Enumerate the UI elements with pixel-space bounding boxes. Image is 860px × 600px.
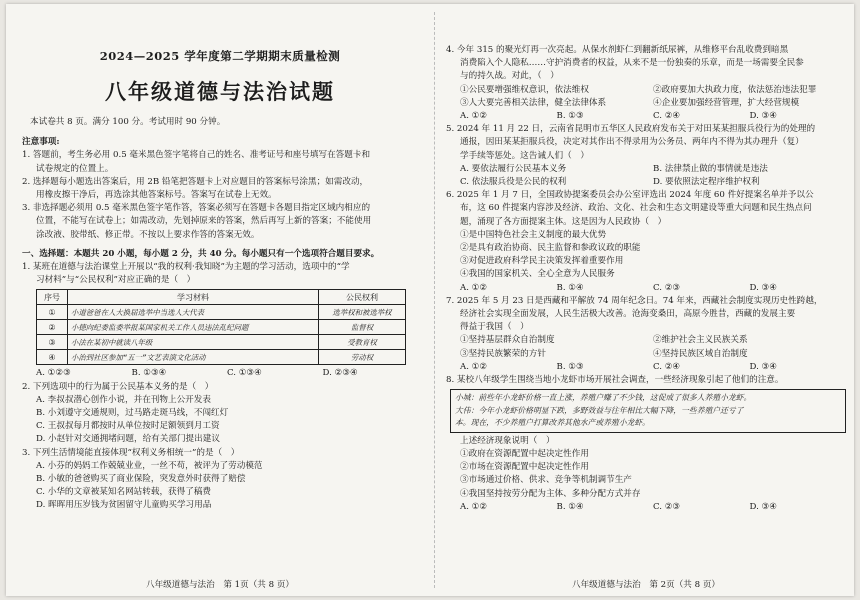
question-1-stem: 1. 某班在道德与法治课堂上开展以“我的权利·我知晓”为主题的学习活动，选项中的“学 <box>22 262 350 273</box>
section-heading: 一、选择题：本题共 20 小题，每小题 2 分，共 40 分。每小题只有一个选项符合题目要求。 <box>22 248 380 259</box>
option: D. ③④ <box>749 361 777 372</box>
notice-line: 2. 选择题每小题选出答案后，用 2B 铅笔把答题卡上对应题目的答案标号涂黑；如需改动， <box>22 176 369 187</box>
option: B. ①④ <box>556 501 584 512</box>
table-cell: 小治到社区参加“五一”文艺表演文化活动 <box>68 350 319 365</box>
notice-line: 3. 非选择题必须用 0.5 毫米黑色签字笔作答，答案必须写在答题卡各题目指定区域内相应的 <box>22 203 371 214</box>
option: B. 法律禁止做的事情就是违法 <box>653 163 768 174</box>
option: D. 晖晖用压岁钱为贫困留守儿童购买学习用品 <box>36 500 212 511</box>
option: C. 依法服兵役是公民的权利 <box>460 177 567 188</box>
table-cell: 受教育权 <box>319 335 406 350</box>
subject-title: 八年级道德与法治试题 <box>105 79 335 104</box>
page-footer: 八年级道德与法治 第 1页（共 8 页） <box>145 580 295 590</box>
question-6-stem: 题，涌现了各方面提案主体。这是因为人民政协（ ） <box>460 216 667 227</box>
statement: ④企业要加强经营管理，扩大经营规模 <box>653 97 800 108</box>
option: D. ③④ <box>749 282 777 293</box>
question-4-stem: 4. 今年 315 的聚光灯再一次亮起。从保水剂虾仁到翻新纸尿裤，从维修平台乱收费到暗黑 <box>446 45 789 55</box>
survey-box <box>450 389 846 433</box>
notice-line: 1. 答题前，考生务必用 0.5 毫米黑色签字笔将自己的姓名、准考证号和座号填写在答题卡和 <box>22 150 371 161</box>
option: B. 小刘遵守交通规则，过马路走斑马线，不闯红灯 <box>36 408 229 419</box>
question-7-stem: 经济社会实现全面发展，人民生活极大改善。沧海变桑田，高原今胜昔，西藏的发展主要 <box>460 309 796 320</box>
option: A. ①② <box>460 111 488 122</box>
question-2-stem: 2. 下列选项中的行为属于公民基本义务的是（ ） <box>22 381 214 392</box>
option: A. 要依法履行公民基本义务 <box>460 163 567 174</box>
table-cell: ② <box>37 320 68 335</box>
option: B. ①③④ <box>131 368 167 379</box>
statement: ②政府要加大执政力度，依法惩治违法犯罪 <box>653 84 817 95</box>
option: A. ①②③ <box>36 368 71 379</box>
option-row <box>446 176 846 189</box>
table-row <box>37 335 406 350</box>
page-2 <box>446 4 846 596</box>
question-6-options <box>446 282 846 295</box>
table-cell: 监督权 <box>319 320 406 335</box>
option: B. 小敏的爸爸购买了商业保险，突发意外时获得了赔偿 <box>36 474 246 485</box>
page-footer: 八年级道德与法治 第 2页（共 8 页） <box>571 580 721 590</box>
option: A. 李叔叔潜心创作小说，并在刊物上公开发表 <box>36 394 211 405</box>
table-row <box>37 320 406 335</box>
question-3-stem: 3. 下列生活情境能直接体现“权利义务相统一”的是（ ） <box>22 447 240 458</box>
table-header: 序号 <box>37 290 68 305</box>
notice-line: 涂改液、胶带纸、修正带。不按以上要求作答的答案无效。 <box>36 229 260 240</box>
statement: ③对促进政府科学民主决策发挥着重要作用 <box>460 256 624 267</box>
option: A. 小芬的妈妈工作兢兢业业，一丝不苟，被评为了劳动模范 <box>36 460 263 471</box>
option: D. ③④ <box>749 501 777 512</box>
option: C. ②③ <box>653 282 681 293</box>
table-row <box>37 305 406 320</box>
table-row <box>37 350 406 365</box>
question-4-options <box>446 110 846 123</box>
question-5-stem: 学手续等惩处。这告诫人们（ ） <box>460 150 589 161</box>
table-cell: 小道爸爸在人大换届选举中当选人大代表 <box>68 305 319 320</box>
statement-row <box>446 334 846 347</box>
option-row <box>446 163 846 176</box>
question-7-options <box>446 361 846 374</box>
rights-table <box>36 289 406 365</box>
question-7-stem: 得益于我国（ ） <box>460 322 529 333</box>
table-cell: 小法在某初中就读八年级 <box>68 335 319 350</box>
table-cell: 小德向纪委监委举报某国家机关工作人员违法乱纪问题 <box>68 320 319 335</box>
statement: ②是具有政治协商、民主监督和参政议政的职能 <box>460 243 641 254</box>
statement: ②市场在资源配置中起决定性作用 <box>460 462 589 473</box>
option: C. ①③④ <box>227 368 262 379</box>
notice-line: 试卷规定的位置上。 <box>36 163 114 174</box>
option: B. ①③ <box>556 111 584 122</box>
statement: ④我国的国家机关、全心全意为人民服务 <box>460 269 615 280</box>
option: A. ①② <box>460 501 488 512</box>
option: D. 要依照法定程序维护权利 <box>653 177 760 188</box>
question-8-options <box>446 501 846 514</box>
statement: ④我国坚持按劳分配为主体、多种分配方式并存 <box>460 488 641 499</box>
survey-line: 本。现在，不少养殖户打算改养其他水产或养殖小龙虾。 <box>455 418 650 428</box>
statement: ①政府在资源配置中起决定性作用 <box>460 448 589 459</box>
option: D. 小赵针对交通拥堵问题，给有关部门提出建议 <box>36 434 220 445</box>
exam-sheet <box>6 4 854 596</box>
page-divider <box>434 12 435 588</box>
option: D. ③④ <box>749 111 777 122</box>
question-1-options <box>22 367 418 380</box>
notice-line: 用橡皮擦干净后，再选涂其他答案标号。答案写在试卷上无效。 <box>36 190 277 201</box>
exam-year-title: 2024—2025 学年度第二学期期末质量检测 <box>99 49 341 63</box>
question-6-stem: 布，这 60 件提案内容涉及经济、政治、文化、社会和生态文明建设等重大问题和民生热点问 <box>460 203 812 214</box>
option: D. ②③④ <box>322 368 358 379</box>
table-cell: ① <box>37 305 68 320</box>
table-cell: 劳动权 <box>319 350 406 365</box>
statement: ③人大要完善相关法律，健全法律体系 <box>460 97 607 108</box>
notice-heading: 注意事项: <box>22 137 60 148</box>
option: C. ②③ <box>653 501 681 512</box>
statement: ①公民要增强维权意识，依法维权 <box>460 84 589 95</box>
table-header: 公民权利 <box>319 290 406 305</box>
statement: ①坚持基层群众自治制度 <box>460 335 555 346</box>
question-6-stem: 6. 2025 年 1 月 7 日，全国政协提案委员会办公室评选出 2024 年度 60 件好提案名单并予以公 <box>446 190 814 201</box>
option: C. 小华的文章被某知名网站转载，获得了稿费 <box>36 487 212 498</box>
statement-row <box>446 348 846 361</box>
statement-row <box>446 97 846 110</box>
table-header: 学习材料 <box>68 290 319 305</box>
statement: ②维护社会主义民族关系 <box>653 335 748 346</box>
notice-line: 位置，不能写在试卷上；如需改动，先划掉原来的答案，然后再写上新的答案；不能使用 <box>36 216 372 227</box>
question-4-stem: 与的持久战。对此，（ ） <box>460 71 559 82</box>
question-8-prompt: 上述经济现象说明（ ） <box>460 435 555 446</box>
table-cell: 选举权和被选举权 <box>319 305 406 320</box>
exam-info: 本试卷共 8 页。满分 100 分。考试用时 90 分钟。 <box>30 117 226 127</box>
question-1-stem: 习材料”与“公民权利”对应正确的是（ ） <box>36 275 196 286</box>
statement-row <box>446 84 846 97</box>
option: A. ①② <box>460 282 488 293</box>
question-4-stem: 消费陷入个人隐私……守护消费者的权益，从来不是一份独奏的乐章，而是一场需要全民参 <box>460 58 804 69</box>
question-7-stem: 7. 2025 年 5 月 23 日是西藏和平解放 74 周年纪念日。74 年来，西藏社会制度实现历史性跨越， <box>446 295 823 306</box>
table-cell: ③ <box>37 335 68 350</box>
page-1 <box>22 4 418 596</box>
option: C. ②④ <box>653 361 681 372</box>
statement: ③坚持民族繁荣的方针 <box>460 348 546 359</box>
survey-line: 小城：前些年小龙虾价格一直上涨，养殖户赚了不少钱，这促成了很多人养殖小龙虾。 <box>455 393 752 403</box>
question-5-stem: 通报，因田某某拒服兵役，决定对其作出不得录用为公务员、两年内不得为其办理升（复） <box>460 137 804 148</box>
option: C. 王叔叔每月都按时从单位按时足额领到月工资 <box>36 421 220 432</box>
option: B. ①③ <box>556 361 584 372</box>
option: A. ①② <box>460 361 488 372</box>
statement: ③市场通过价格、供求、竞争等机制调节生产 <box>460 475 632 486</box>
statement: ①是中国特色社会主义制度的最大优势 <box>460 229 607 240</box>
option: C. ②④ <box>653 111 681 122</box>
question-5-stem: 5. 2024 年 11 月 22 日，云南省昆明市五华区人民政府发布关于对田某某担服兵役行为的处理的 <box>446 124 816 135</box>
question-8-stem: 8. 某校八年级学生围绕当地小龙虾市场开展社会调查，一些经济现象引起了他们的注意。 <box>446 375 784 386</box>
table-cell: ④ <box>37 350 68 365</box>
statement: ④坚持民族区域自治制度 <box>653 348 748 359</box>
survey-line: 大伟：今年小龙虾价格明显下跌，多野效益与往年相比大幅下降，一些养殖户还亏了 <box>455 405 744 415</box>
option: B. ①④ <box>556 282 584 293</box>
